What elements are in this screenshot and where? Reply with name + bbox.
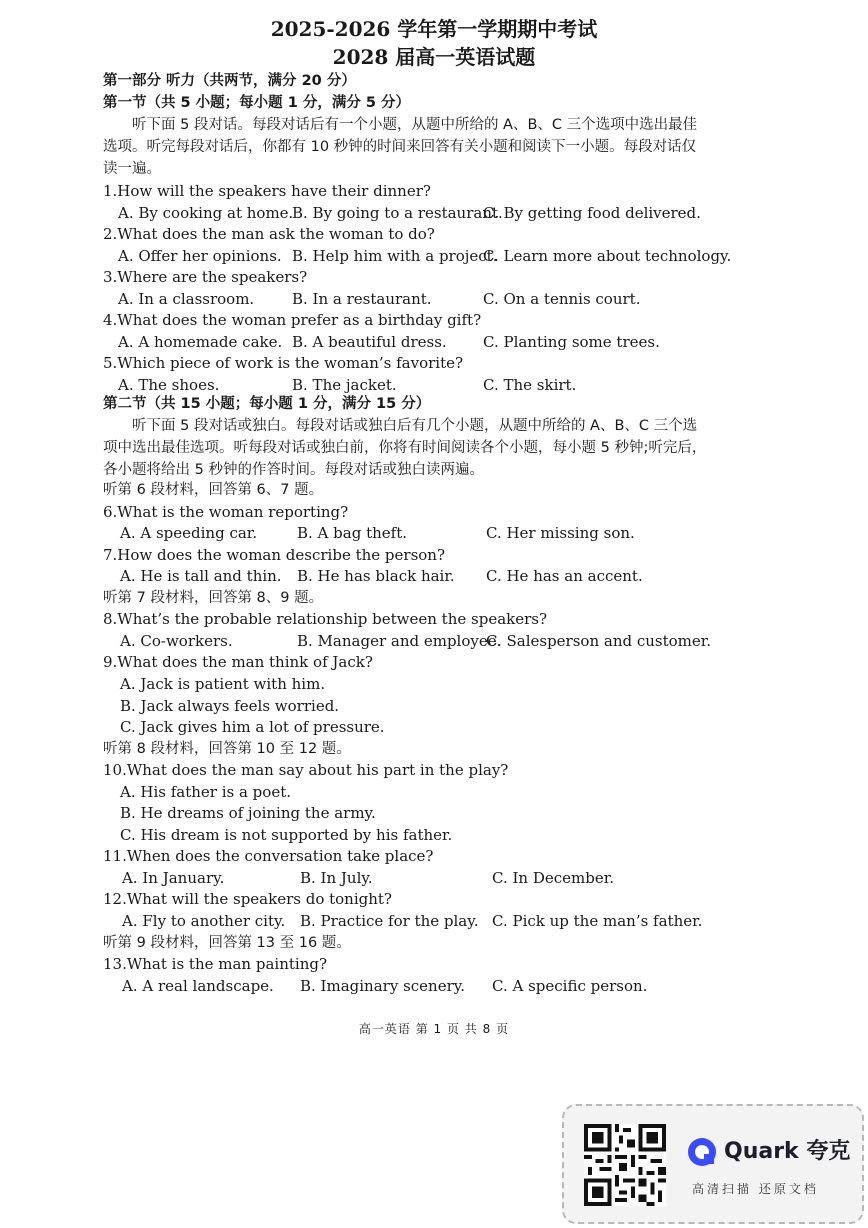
quark-brand: Quark 夸克 <box>724 1139 851 1164</box>
question-text: 13.What is the man painting? <box>103 955 327 974</box>
option-a: A. Offer her opinions. <box>118 246 282 265</box>
question-text: 1.How will the speakers have their dinner? <box>103 182 431 200</box>
option-b: B. Manager and employee. <box>297 631 502 650</box>
section1-instructions-line <box>0 158 868 180</box>
question-text: 11.When does the conversation take place? <box>103 847 434 866</box>
question-text: 5.Which piece of work is the woman’s favorite? <box>103 354 464 373</box>
options-row <box>0 522 868 544</box>
material-note-text: 听第 9 段材料，回答第 13 至 16 题。 <box>103 934 351 951</box>
question-text: 8.What’s the probable relationship between the speakers? <box>103 610 548 629</box>
question-text: 6.What is the woman reporting? <box>103 502 349 521</box>
quark-watermark <box>562 1104 864 1224</box>
material-note <box>0 479 868 501</box>
qr-code-icon <box>584 1124 666 1206</box>
material-note <box>0 587 868 609</box>
option-a: A. By cooking at home. <box>118 203 294 222</box>
option-a: A. A speeding car. <box>120 524 258 543</box>
option-c: C. A specific person. <box>492 976 648 995</box>
question-line <box>0 953 868 975</box>
material-note-text: 听第 8 段材料，回答第 10 至 12 题。 <box>103 740 351 757</box>
question-line <box>0 352 868 374</box>
options-row <box>0 331 868 353</box>
section2-instructions-line <box>0 459 868 481</box>
instruction-text: 项中选出最佳选项。听每段对话或独白前，你将有时间阅读各个小题，每小题 5 秒钟;听完后， <box>103 440 707 456</box>
options-row <box>0 202 868 224</box>
question-text: 12.What will the speakers do tonight? <box>103 890 392 909</box>
option-c: C. By getting food delivered. <box>483 203 701 222</box>
question-line <box>0 544 868 566</box>
instruction-text: 各小题将给出 5 秒钟的作答时间。每段对话或独白读两遍。 <box>103 462 484 478</box>
option-b: B. Practice for the play. <box>300 912 479 930</box>
section1-instructions-line <box>0 114 868 136</box>
options-row <box>0 245 868 267</box>
option-a: A. In a classroom. <box>118 289 255 308</box>
question-text: 9.What does the man think of Jack? <box>103 653 373 672</box>
question-line <box>0 651 868 673</box>
question-line <box>0 608 868 630</box>
option-line <box>0 673 868 695</box>
page-footer: 高一英语 第 1 页 共 8 页 <box>358 1022 510 1036</box>
option-c: C. The skirt. <box>483 375 577 394</box>
option-a: A. Co-workers. <box>120 631 233 650</box>
section1-instructions-line <box>0 136 868 158</box>
question-text: 10.What does the man say about his part in the play? <box>103 761 509 780</box>
options-row <box>0 288 868 310</box>
option-c: C. On a tennis court. <box>483 289 641 308</box>
option-b: B. In July. <box>300 868 373 887</box>
instruction-text: 读一遍。 <box>103 161 161 177</box>
question-text: 7.How does the woman describe the person? <box>103 545 446 564</box>
option-c: C. Salesperson and customer. <box>486 631 712 650</box>
option-c: C. Pick up the man’s father. <box>492 912 703 930</box>
section2-heading-text: 第二节（共 15 小题；每小题 1 分，满分 15 分） <box>103 396 431 412</box>
option-c: C. Planting some trees. <box>483 332 660 351</box>
option-line <box>0 695 868 717</box>
question-line <box>0 223 868 245</box>
option-b: B. In a restaurant. <box>292 289 432 308</box>
option-b: B. A bag theft. <box>297 524 407 543</box>
section2-instructions-line <box>0 437 868 459</box>
option-c: C. Learn more about technology. <box>483 246 732 265</box>
section2-instructions-line <box>0 415 868 437</box>
part1-heading <box>0 70 868 92</box>
material-note <box>0 738 868 760</box>
material-note-text: 听第 7 段材料，回答第 8、9 题。 <box>103 589 324 606</box>
option-a: A. A homemade cake. <box>118 332 283 351</box>
option-c: C. In December. <box>492 868 615 887</box>
option-line <box>0 716 868 738</box>
options-row <box>0 565 868 587</box>
option-c: C. He has an accent. <box>486 567 643 586</box>
option-b: B. A beautiful dress. <box>292 332 447 351</box>
options-row <box>0 975 868 997</box>
instruction-text: 听下面 5 段对话。每段对话后有一个小题，从题中所给的 A、B、C 三个选项中选出最佳 <box>132 117 698 133</box>
section2-heading <box>0 393 868 415</box>
option-a: A. A real landscape. <box>122 976 274 995</box>
options-row <box>0 630 868 652</box>
question-line <box>0 759 868 781</box>
option-line <box>0 802 868 824</box>
option-line <box>0 781 868 803</box>
option-a: A. The shoes. <box>118 375 220 394</box>
option-a: A. He is tall and thin. <box>120 567 282 586</box>
option-b: B. By going to a restaurant. <box>292 203 503 222</box>
option-b: B. Help him with a project. <box>292 246 498 265</box>
question-line <box>0 501 868 523</box>
option-a: A. In January. <box>122 868 225 887</box>
options-row <box>0 867 868 889</box>
material-note-text: 听第 6 段材料，回答第 6、7 题。 <box>103 482 324 498</box>
option-c: C. Her missing son. <box>486 524 635 543</box>
question-line <box>0 309 868 331</box>
question-line <box>0 845 868 867</box>
instruction-text: 听下面 5 段对话或独白。每段对话或独白后有几个小题，从题中所给的 A、B、C 三个选 <box>132 418 698 434</box>
quark-logo-icon <box>686 1136 718 1168</box>
question-text: 2.What does the man ask the woman to do? <box>103 225 435 244</box>
question-line <box>0 180 868 202</box>
question-text: 4.What does the woman prefer as a birthday gift? <box>103 311 482 330</box>
option-text: A. His father is a poet. <box>120 782 291 801</box>
material-note <box>0 932 868 954</box>
option-text: B. Jack always feels worried. <box>120 696 340 715</box>
question-line <box>0 888 868 910</box>
part1-heading-text: 第一部分 听力（共两节，满分 20 分） <box>103 73 356 89</box>
section1-heading-text: 第一节（共 5 小题；每小题 1 分，满分 5 分） <box>103 95 411 111</box>
question-line <box>0 266 868 288</box>
section1-heading <box>0 92 868 114</box>
option-text: B. He dreams of joining the army. <box>120 804 376 823</box>
option-text: A. Jack is patient with him. <box>120 674 326 693</box>
question-text: 3.Where are the speakers? <box>103 268 308 287</box>
instruction-text: 选项。听完每段对话后，你都有 10 秒钟的时间来回答有关小题和阅读下一小题。每段对话仅 <box>103 139 697 155</box>
option-b: B. The jacket. <box>292 375 397 394</box>
option-b: B. He has black hair. <box>297 567 455 586</box>
option-a: A. Fly to another city. <box>122 912 286 930</box>
exam-subtitle: 2028 届高一英语试题 <box>332 45 536 69</box>
exam-title: 2025-2026 学年第一学期期中考试 <box>270 17 598 41</box>
option-text: C. His dream is not supported by his father. <box>120 825 453 844</box>
option-text: C. Jack gives him a lot of pressure. <box>120 718 385 737</box>
options-row <box>0 910 868 932</box>
option-line <box>0 824 868 846</box>
quark-slogan: 高清扫描 还原文档 <box>692 1182 819 1196</box>
option-b: B. Imaginary scenery. <box>300 976 465 995</box>
